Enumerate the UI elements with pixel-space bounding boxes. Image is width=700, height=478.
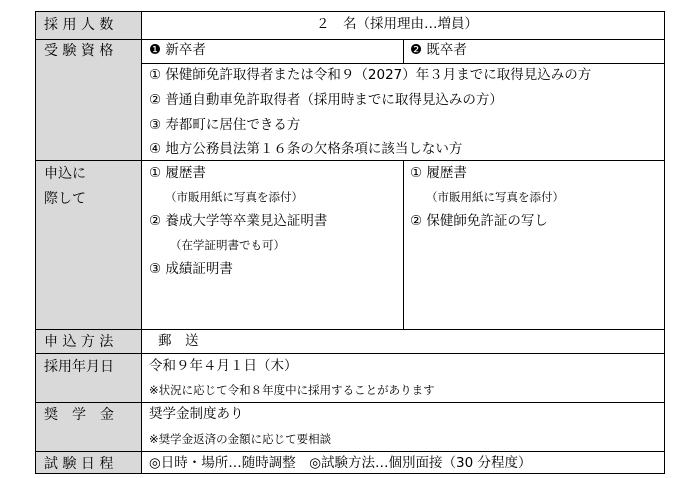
application-method-label: 申 込 方 法 bbox=[44, 334, 114, 350]
qualification-label: 受 験 資 格 bbox=[44, 43, 114, 59]
application-label-line2: 際して bbox=[44, 191, 86, 207]
new-grad-doc-1: ① 履歴書 bbox=[149, 165, 206, 181]
qualification-condition-3: ③ 寿都町に居住できる方 bbox=[149, 117, 301, 133]
qualification-condition-4: ④ 地方公務員法第１６条の欠格条項に該当しない方 bbox=[149, 141, 463, 157]
row-line bbox=[35, 39, 665, 40]
row-line bbox=[35, 402, 665, 403]
qualification-condition-1: ① 保健師免許取得者または令和９（2027）年３月までに取得見込みの方 bbox=[149, 67, 592, 83]
scholarship-value: 奨学金制度あり bbox=[149, 406, 244, 422]
scholarship-label: 奨 学 金 bbox=[44, 407, 114, 423]
row-line bbox=[141, 63, 665, 64]
start-date-label: 採用年月日 bbox=[44, 359, 114, 375]
exam-schedule-label: 試 験 日 程 bbox=[44, 456, 114, 472]
recruit-count-value: ２ 名（採用理由…増員） bbox=[316, 16, 478, 32]
row-line bbox=[35, 451, 665, 452]
row-line bbox=[35, 160, 665, 161]
scholarship-note: ※奨学金返済の金額に応じて要相談 bbox=[149, 432, 332, 446]
experienced-doc-1-note: （市販用紙に写真を添付） bbox=[426, 190, 564, 204]
new-graduate-heading: ❶ 新卒者 bbox=[149, 42, 206, 58]
new-grad-doc-1-note: （市販用紙に写真を添付） bbox=[165, 190, 303, 204]
row-line bbox=[35, 353, 665, 354]
new-grad-doc-2: ② 養成大学等卒業見込証明書 bbox=[149, 213, 328, 229]
new-grad-doc-3: ③ 成績証明書 bbox=[149, 261, 233, 277]
exam-schedule-value: ◎日時・場所…随時調整 ◎試験方法…個別面接（30 分程度） bbox=[149, 455, 532, 471]
qualification-condition-2: ② 普通自動車免許取得者（採用時までに取得見込みの方） bbox=[149, 92, 503, 108]
new-grad-doc-2-note: （在学証明書でも可） bbox=[170, 238, 285, 252]
experienced-doc-1: ① 履歴書 bbox=[410, 165, 467, 181]
experienced-doc-2: ② 保健師免許証の写し bbox=[410, 213, 548, 229]
start-date-note: ※状況に応じて令和８年度中に採用することがあります bbox=[149, 383, 435, 397]
row-line bbox=[35, 329, 665, 330]
application-method-value: 郵 送 bbox=[158, 333, 199, 349]
new-vs-experienced-divider-application bbox=[403, 160, 404, 329]
recruit-count-label: 採 用 人 数 bbox=[44, 17, 114, 33]
new-vs-experienced-divider-qualification bbox=[403, 39, 404, 63]
application-label-line1: 申込に bbox=[44, 166, 86, 182]
start-date-value: 令和９年４月１日（木） bbox=[149, 358, 298, 374]
label-column-divider bbox=[141, 11, 142, 474]
experienced-heading: ❷ 既卒者 bbox=[410, 42, 467, 58]
